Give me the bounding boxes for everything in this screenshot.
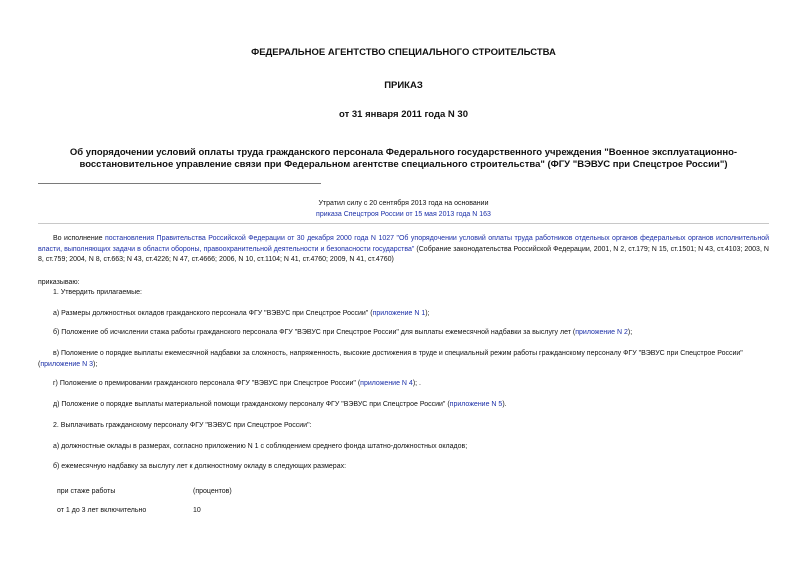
sub-item-v-end: ); xyxy=(93,360,98,368)
sub-item-g xyxy=(53,379,769,390)
sub-item-a-text: а) Размеры должностных окладов гражданского персонала ФГУ "ВЭВУС при Спецстрое России" ( xyxy=(53,310,373,317)
title-divider xyxy=(38,183,321,184)
document-date: от 31 января 2011 года N 30 xyxy=(339,109,468,120)
table-header-period: при стаже работы xyxy=(57,488,116,495)
item-2: 2. Выплачивать гражданскому персоналу ФГУ "ВЭВУС при Спецстрое России": xyxy=(53,422,312,429)
intro-paragraph xyxy=(38,234,769,266)
table-cell-percent: 10 xyxy=(193,507,201,514)
sub-item-v-text: в) Положение о порядке выплаты ежемесячной надбавки за сложность, напряженность, высокие достижения в труде и специальный режим работы гражданскому персоналу ФГУ "ВЭВУС при Спецстрое России" ( xyxy=(38,350,743,368)
appendix-5-link[interactable]: приложение N 5 xyxy=(449,401,503,408)
sub-item-d-end: ). xyxy=(502,401,507,408)
appendix-1-link[interactable]: приложение N 1 xyxy=(372,310,426,317)
sub-item-b-end: ); xyxy=(627,329,633,336)
repeal-order-link[interactable]: приказа Спецстроя России от 15 мая 2013 года N 163 xyxy=(316,211,491,218)
intro-suffix: (Собрание законодательства Российской Федерации, 2001, N 2, ст.179; N 15, ст.1501; N 43, ст.4103; 2003, N 8, ст.759; 2004, N 8, ст.663; N 43, ст.4226; N 47, ст.4666; 2006, N 10, ст.1104; N 41, ст.4760; 2009, N 41, ст.4760) xyxy=(38,245,769,263)
sub-item-b xyxy=(53,328,769,339)
note-divider xyxy=(38,223,769,224)
agency-name: ФЕДЕРАЛЬНОЕ АГЕНТСТВО СПЕЦИАЛЬНОГО СТРОИТЕЛЬСТВА xyxy=(251,47,556,58)
sub-item-v xyxy=(38,349,769,370)
status-note xyxy=(0,198,807,220)
sub-item-a xyxy=(53,309,769,320)
order-word: приказываю: xyxy=(38,279,80,286)
sub-item-d-text: д) Положение о порядке выплаты материальной помощи гражданскому персоналу ФГУ "ВЭВУС при Спецстрое России" ( xyxy=(53,401,450,408)
appendix-2-link[interactable]: приложение N 2 xyxy=(575,329,628,336)
sub-item-g-text: г) Положение о премировании гражданского персонала ФГУ "ВЭВУС при Спецстрое России" ( xyxy=(53,380,361,387)
document-type: ПРИКАЗ xyxy=(384,80,423,91)
item-2-b: б) ежемесячную надбавку за выслугу лет к должностному окладу в следующих размерах: xyxy=(53,463,347,470)
sub-item-d xyxy=(53,400,769,411)
item-1: 1. Утвердить прилагаемые: xyxy=(53,289,142,296)
status-note-text: Утратил силу с 20 сентября 2013 года на основании xyxy=(318,200,489,207)
appendix-4-link[interactable]: приложение N 4 xyxy=(360,380,413,387)
government-resolution-link[interactable]: постановления Правительства Российской Федерации от 30 декабря 2000 года N 1027 "Об упорядочении условий оплаты труда работников отдельных органов федеральных органов исполнительной власти, выполняющих задачи в области обороны, правоохранительной деятельности и безопасности государства" xyxy=(38,235,769,253)
item-2-a: а) должностные оклады в размерах, согласно приложению N 1 с соблюдением среднего фонда штатно-должностных окладов; xyxy=(53,443,468,450)
table-header-percent: (процентов) xyxy=(193,488,232,495)
sub-item-g-end: ); . xyxy=(412,380,421,387)
sub-item-b-text: б) Положение об исчислении стажа работы гражданского персонала ФГУ "ВЭВУС при Спецстрое России" для выплаты ежемесячной надбавки за выслугу лет ( xyxy=(53,329,576,336)
sub-item-a-end: ); xyxy=(425,310,430,317)
table-cell-period: от 1 до 3 лет включительно xyxy=(57,507,147,514)
appendix-3-link[interactable]: приложение N 3 xyxy=(40,360,93,368)
document-title: Об упорядочении условий оплаты труда гражданского персонала Федерального государственного учреждения "Военное эксплуатационно-восстановительное управление связи при Федеральном агентстве специального строительства" (ФГУ "ВЭВУС при Спецстрое России") xyxy=(69,147,738,170)
intro-prefix: Во исполнение xyxy=(53,235,105,242)
